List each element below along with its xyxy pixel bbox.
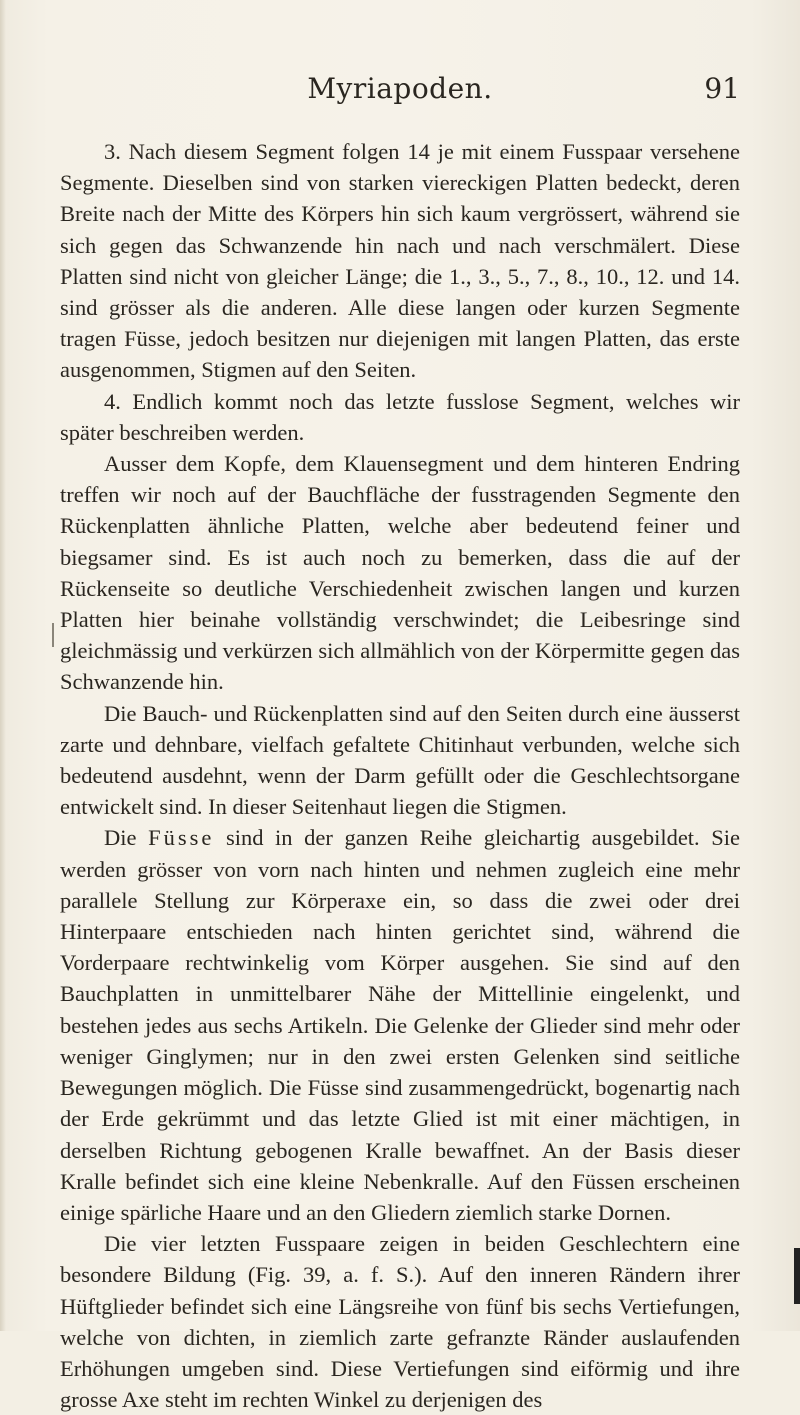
paragraph-bauchplatten: Ausser dem Kopfe, dem Klauensegment und dem hinteren Endring treffen wir noch auf der Bauchfläche der fusstragenden Segmente den Rückenplatten ähnliche Platten, welche aber bedeutend feiner und biegsamer sind. Es ist auch noch zu bemerken, dass die auf der Rückenseite so deutliche Verschiedenheit zwischen langen und kurzen Platten hier beinahe vollständig verschwindet; die Leibesringe sind gleichmässig und verkürzen sich allmählich von der Körpermitte gegen das Schwanzende hin. (60, 451, 740, 695)
paragraph-fuesse (60, 822, 740, 1228)
page-header (0, 72, 800, 106)
paragraph-lead-word: Die (104, 825, 137, 851)
paragraph-fusspaare: Die vier letzten Fusspaare zeigen in beiden Geschlechtern eine besondere Bildung (Fig. 39, a. f. S.). Auf den inneren Rändern ihrer Hüftglieder befindet sich eine Längsreihe von fünf bis sechs Vertiefungen, welche von dichten, in ziemlich zarte gefranzte Ränder auslaufenden Erhöhungen umgeben sind. Diese Vertiefungen sind eiförmig und ihre grosse Axe steht im rechten Winkel zu derjenigen des (60, 1231, 740, 1413)
paragraph-chitinhaut: Die Bauch- und Rückenplatten sind auf den Seiten durch eine äusserst zarte und dehnbare, vielfach gefaltete Chitinhaut verbunden, welche sich bedeutend ausdehnt, wenn der Darm gefüllt oder die Geschlechtsorgane entwickelt sind. In dieser Seitenhaut liegen die Stigmen. (60, 700, 740, 820)
spaced-keyword: Füsse (148, 825, 215, 851)
paragraph-segment-3: 3. Nach diesem Segment folgen 14 je mit einem Fusspaar versehene Segmente. Dieselben sind von starken viereckigen Platten bedeckt, deren Breite nach der Mitte des Körpers hin sich kaum vergrössert, während sie sich gegen das Schwanzende hin nach und nach verschmälert. Diese Platten sind nicht von gleicher Länge; die 1., 3., 5., 7., 8., 10., 12. und 14. sind grösser als die anderen. Alle diese langen oder kurzen Segmente tragen Füsse, jedoch besitzen nur diejenigen mit langen Platten, das erste ausgenommen, Stigmen auf den Seiten. (60, 139, 740, 383)
page-number: 91 (704, 72, 740, 105)
paragraph-segment-4: 4. Endlich kommt noch das letzte fusslose Segment, welches wir später beschreiben werden. (60, 388, 740, 445)
margin-mark (52, 623, 54, 647)
page-binding-shadow (0, 0, 6, 1331)
body-text (60, 136, 740, 1415)
paragraph-fuesse-text: sind in der ganzen Reihe gleichartig ausgebildet. Sie werden grösser von vorn nach hinten und nehmen zugleich eine mehr parallele Stellung zur Körperaxe ein, so dass die zwei oder drei Hinterpaare entschieden nach hinten gerichtet sind, während die Vorderpaare rechtwinkelig vom Körper ausgehen. Sie sind auf den Bauchplatten in unmittelbarer Nähe der Mittellinie eingelenkt, und bestehen jedes aus sechs Artikeln. Die Gelenke der Glieder sind mehr oder weniger Ginglymen; nur in den zwei ersten Gelenken sind seitliche Bewegungen möglich. Die Füsse sind zusammengedrückt, bogenartig nach der Erde gekrümmt und das letzte Glied ist mit einer mächtigen, in derselben Richtung gebogenen Kralle bewaffnet. An der Basis dieser Kralle befindet sich eine kleine Nebenkralle. Auf den Füssen erscheinen einige spärliche Haare und an den Gliedern ziemlich starke Dornen. (60, 825, 741, 1225)
edge-mark (794, 1248, 800, 1304)
running-title: Myriapoden. (307, 72, 493, 105)
